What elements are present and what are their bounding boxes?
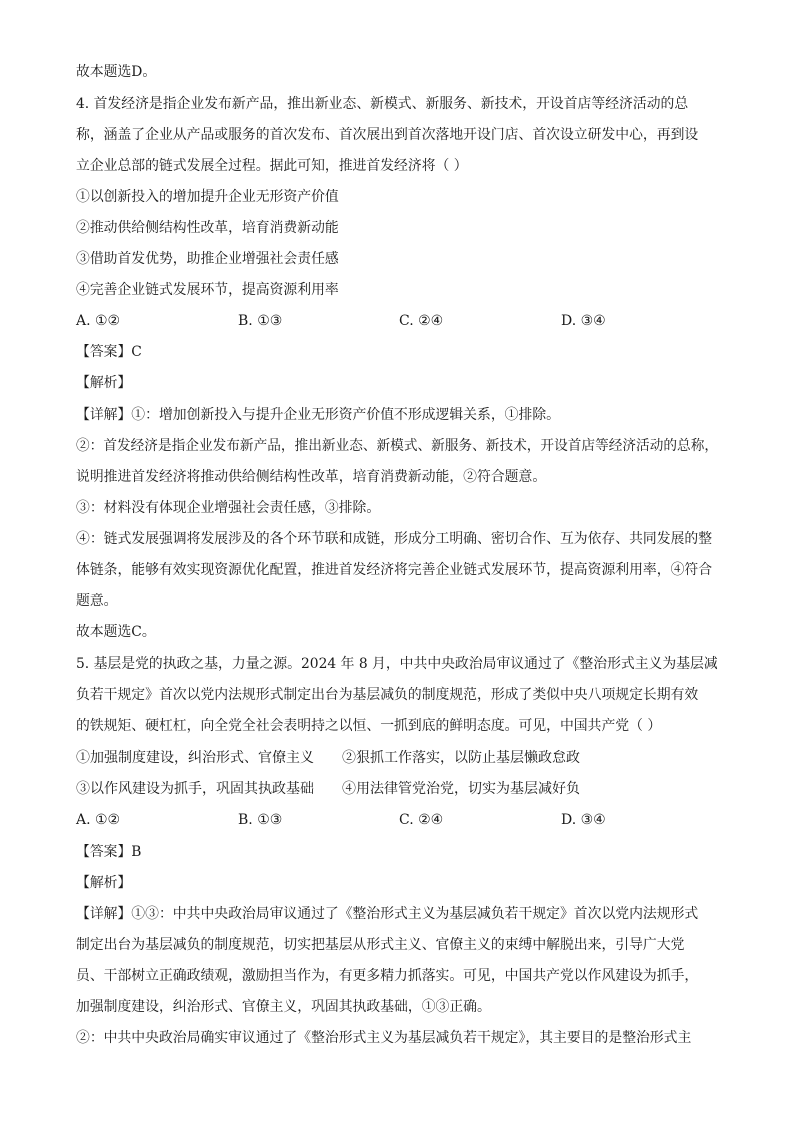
q4-analysis-label: 【解析】 — [76, 375, 132, 391]
q5-stem-line-1: 5. 基层是党的执政之基，力量之源。2024 年 8 月，中共中央政治局审议通过了《整治形式主义为基层减 — [76, 656, 718, 672]
q5-option-c: C. ②④ — [399, 812, 444, 828]
q4-option-b: B. ①③ — [238, 313, 283, 329]
q5-option-b: B. ①③ — [238, 812, 283, 828]
q4-detail-line-1: 【详解】①：增加创新投入与提升企业无形资产价值不形成逻辑关系，①排除。 — [76, 407, 560, 423]
q5-stem-line-2: 负若干规定》首次以党内法规形式制定出台为基层减负的制度规范，形成了类似中央八项规定长期有效 — [76, 687, 699, 703]
q4-detail-line-6: 体链条，能够有效实现资源优化配置，推进首发经济将完善企业链式发展环节，提高资源利用率，④符合 — [76, 562, 713, 578]
q5-analysis-label: 【解析】 — [76, 875, 132, 891]
q4-detail-line-7: 题意。 — [76, 593, 118, 609]
q5-item-3: ③以作风建设为抓手，巩固其执政基础 — [76, 781, 314, 797]
q4-conclusion: 故本题选C。 — [76, 624, 156, 640]
q5-detail-line-3: 员、干部树立正确政绩观，激励担当作为，有更多精力抓落实。可见，中国共产党以作风建设为抓手， — [76, 968, 699, 984]
q4-option-d: D. ③④ — [561, 313, 606, 329]
q5-stem-line-3: 的铁规矩、硬杠杠，向全党全社会表明持之以恒、一抓到底的鲜明态度。可见，中国共产党（ ） — [76, 718, 662, 734]
q3-conclusion: 故本题选D。 — [76, 64, 157, 80]
q5-item-4: ④用法律管党治党，切实为基层减好负 — [342, 781, 580, 797]
q5-detail-line-5: ②：中共中央政治局确实审议通过了《整治形式主义为基层减负若干规定》，其主要目的是整治形式主 — [76, 1030, 692, 1046]
q5-detail-line-2: 制定出台为基层减负的制度规范，切实把基层从形式主义、官僚主义的束缚中解脱出来，引导广大党 — [76, 937, 685, 953]
q4-stem-line-1: 4. 首发经济是指企业发布新产品，推出新业态、新模式、新服务、新技术，开设首店等经济活动的总 — [76, 96, 689, 112]
q4-option-a: A. ①② — [76, 313, 121, 329]
q4-detail-line-5: ④：链式发展强调将发展涉及的各个环节联和成链，形成分工明确、密切合作、互为依存、共同发展的整 — [76, 531, 713, 547]
q4-item-1: ①以创新投入的增加提升企业无形资产价值 — [76, 189, 339, 205]
q4-detail-line-4: ③：材料没有体现企业增强社会责任感，③排除。 — [76, 500, 381, 516]
q4-detail-line-3: 说明推进首发经济将推动供给侧结构性改革，培育消费新动能，②符合题意。 — [76, 469, 547, 485]
q4-option-c: C. ②④ — [399, 313, 444, 329]
q4-item-2: ②推动供给侧结构性改革，培育消费新动能 — [76, 220, 339, 236]
q5-option-a: A. ①② — [76, 812, 121, 828]
q5-detail-line-4: 加强制度建设，纠治形式、官僚主义，巩固其执政基础，①③正确。 — [76, 999, 491, 1015]
q4-stem-line-3: 立企业总部的链式发展全过程。据此可知，推进首发经济将（ ） — [76, 158, 468, 174]
q5-item-2: ②狠抓工作落实，以防止基层懒政怠政 — [342, 750, 580, 766]
q5-option-d: D. ③④ — [561, 812, 606, 828]
q5-answer: 【答案】B — [76, 844, 142, 860]
q4-stem-line-2: 称，涵盖了企业从产品或服务的首次发布、首次展出到首次落地开设门店、首次设立研发中心，再到设 — [76, 127, 699, 143]
q5-detail-line-1: 【详解】①③：中共中央政治局审议通过了《整治形式主义为基层减负若干规定》首次以党内法规形式 — [76, 906, 699, 922]
q5-item-1: ①加强制度建设，纠治形式、官僚主义 — [76, 750, 314, 766]
q4-answer: 【答案】C — [76, 344, 142, 360]
q4-detail-line-2: ②：首发经济是指企业发布新产品，推出新业态、新模式、新服务、新技术，开设首店等经济活动的总称， — [76, 438, 719, 454]
q4-item-4: ④完善企业链式发展环节，提高资源利用率 — [76, 282, 339, 298]
q4-item-3: ③借助首发优势，助推企业增强社会责任感 — [76, 251, 339, 267]
